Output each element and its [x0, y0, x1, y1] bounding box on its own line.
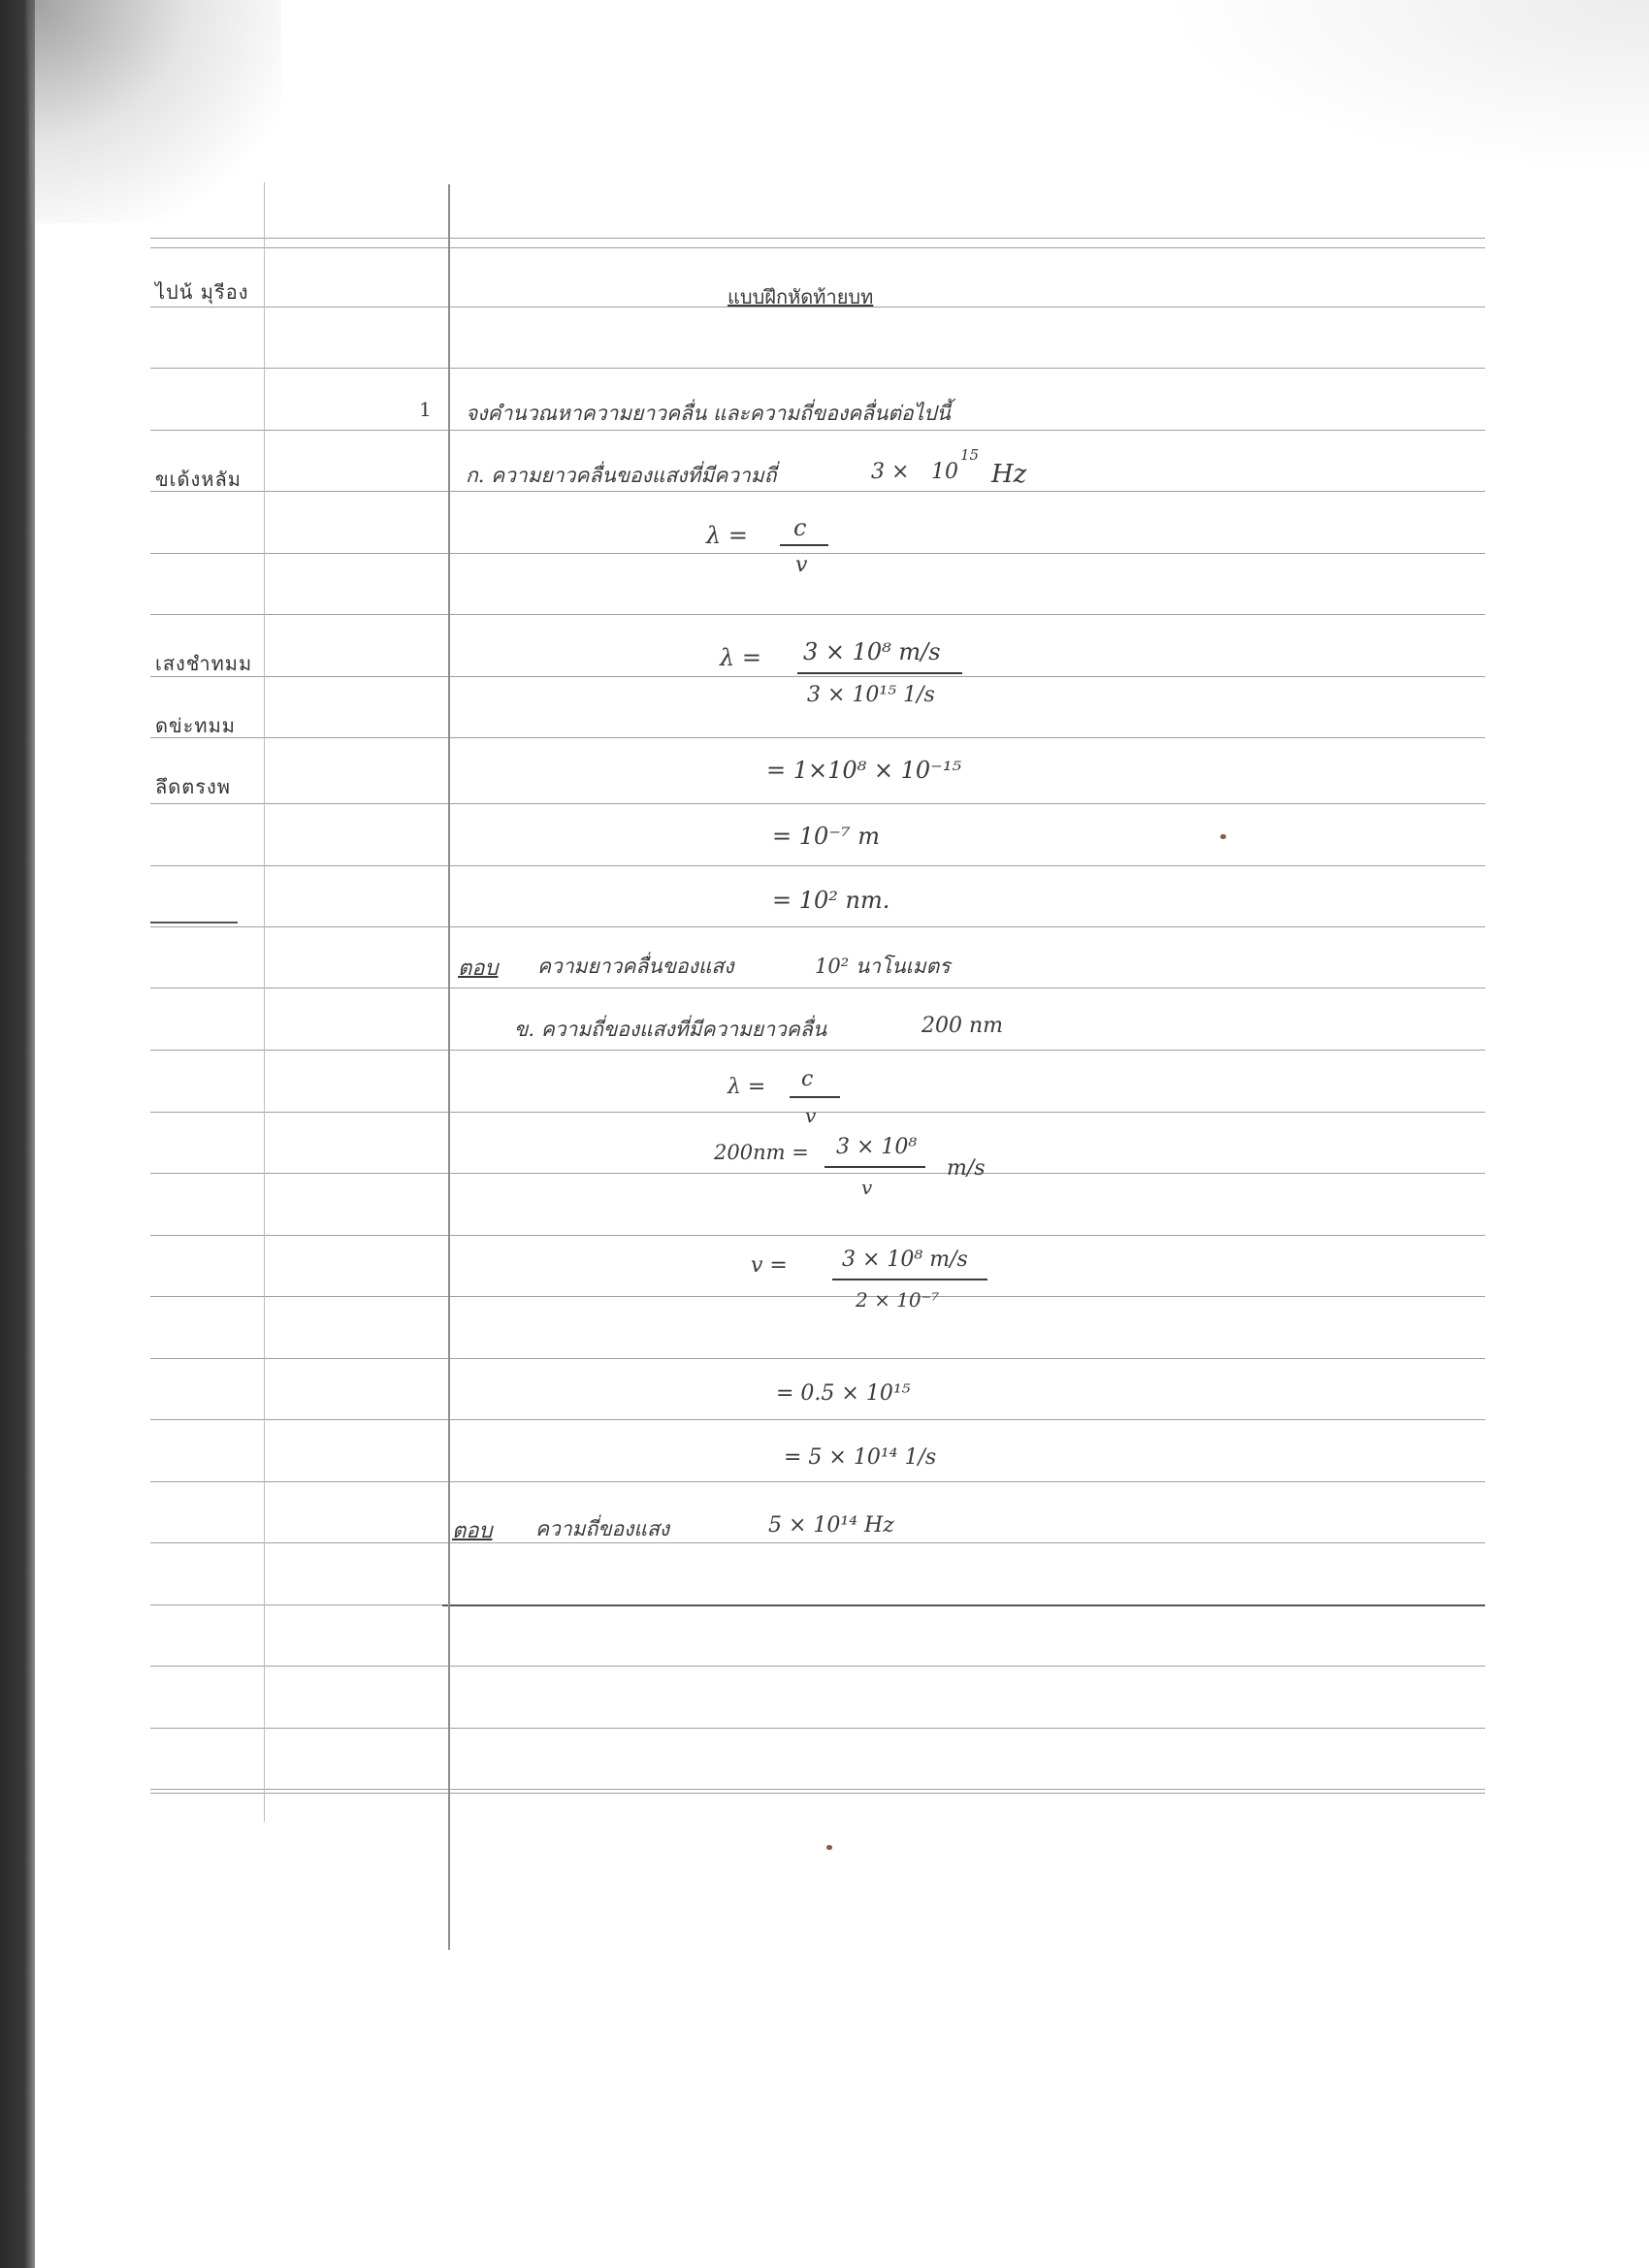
left-margin-line — [264, 182, 265, 1822]
scan-edge-shadow — [0, 0, 35, 2268]
part-a-answer-text: ความยาวคลื่นของแสง — [537, 955, 734, 978]
part-b-prompt-value: 200 nm — [922, 1014, 1004, 1038]
part-a-formula-lhs: λ = — [706, 522, 748, 549]
margin-note: ขเด้งหลัม — [155, 468, 242, 491]
part-a-formula-num: c — [793, 514, 807, 541]
part-b-sub-num: 3 × 10⁸ — [836, 1135, 918, 1159]
ink-speck — [1220, 834, 1226, 839]
part-b-formula-den: v — [805, 1104, 817, 1127]
part-b-prompt: ข. ความถี่ของแสงที่มีความยาวคลื่น — [514, 1018, 827, 1041]
margin-note: เสงชำทมม — [155, 652, 253, 675]
part-b-solve-den: 2 × 10⁻⁷ — [856, 1288, 940, 1312]
question-number: 1 — [419, 398, 432, 421]
part-b-step1: = 0.5 × 10¹⁵ — [776, 1381, 911, 1406]
part-a-answer-label: ตอบ — [458, 956, 499, 981]
part-a-step1-lhs: λ = — [720, 644, 761, 671]
part-b-sub-den: v — [861, 1176, 873, 1199]
part-a-answer-value: 10² นาโนเมตร — [815, 955, 951, 978]
part-b-step2: = 5 × 10¹⁴ 1/s — [784, 1445, 937, 1470]
part-b-formula-lhs: λ = — [728, 1075, 766, 1099]
margin-note: ลึดตรงพ — [155, 775, 231, 798]
part-a-formula-den: v — [795, 553, 808, 577]
part-b-formula-num: c — [801, 1067, 814, 1091]
part-a-step1-den: 3 × 10¹⁵ 1/s — [807, 683, 935, 707]
part-a-step3: = 10⁻⁷ m — [772, 823, 880, 850]
part-a-freq-base: 10 — [931, 460, 958, 484]
main-margin-line — [448, 184, 450, 1950]
lined-notebook-page — [146, 175, 1490, 1950]
part-b-solve-num: 3 × 10⁸ m/s — [842, 1247, 968, 1272]
part-a-freq-unit: Hz — [991, 460, 1027, 489]
page-title: แบบฝึกหัดท้ายบท — [728, 285, 874, 308]
part-b-sub-lhs: 200nm = — [714, 1141, 809, 1164]
part-a-prompt: ก. ความยาวคลื่นของแสงที่มีความถี่ — [466, 464, 777, 487]
part-a-step1-num: 3 × 10⁸ m/s — [803, 638, 941, 665]
ink-speck — [826, 1845, 832, 1850]
part-a-step4: = 10² nm. — [772, 887, 890, 914]
part-b-answer-label: ตอบ — [452, 1519, 493, 1543]
part-b-answer-text: ความถี่ของแสง — [535, 1517, 670, 1540]
part-a-freq-exp: 15 — [960, 446, 980, 464]
part-b-solve-lhs: v = — [751, 1253, 788, 1278]
question-text: จงคำนวณหาความยาวคลื่น และความถี่ของคลื่นต่อไปนี้ — [466, 402, 951, 425]
part-b-sub-unit: m/s — [947, 1156, 986, 1181]
margin-note: ไปน้ มุรีอง — [155, 280, 249, 304]
part-a-step2: = 1×10⁸ × 10⁻¹⁵ — [766, 757, 962, 784]
part-b-answer-value: 5 × 10¹⁴ Hz — [768, 1513, 894, 1538]
part-a-freq-mantissa: 3 × — [871, 460, 910, 484]
scan-corner-shadow-right — [1164, 0, 1649, 175]
margin-note: ดข่ะทมม — [155, 714, 236, 737]
